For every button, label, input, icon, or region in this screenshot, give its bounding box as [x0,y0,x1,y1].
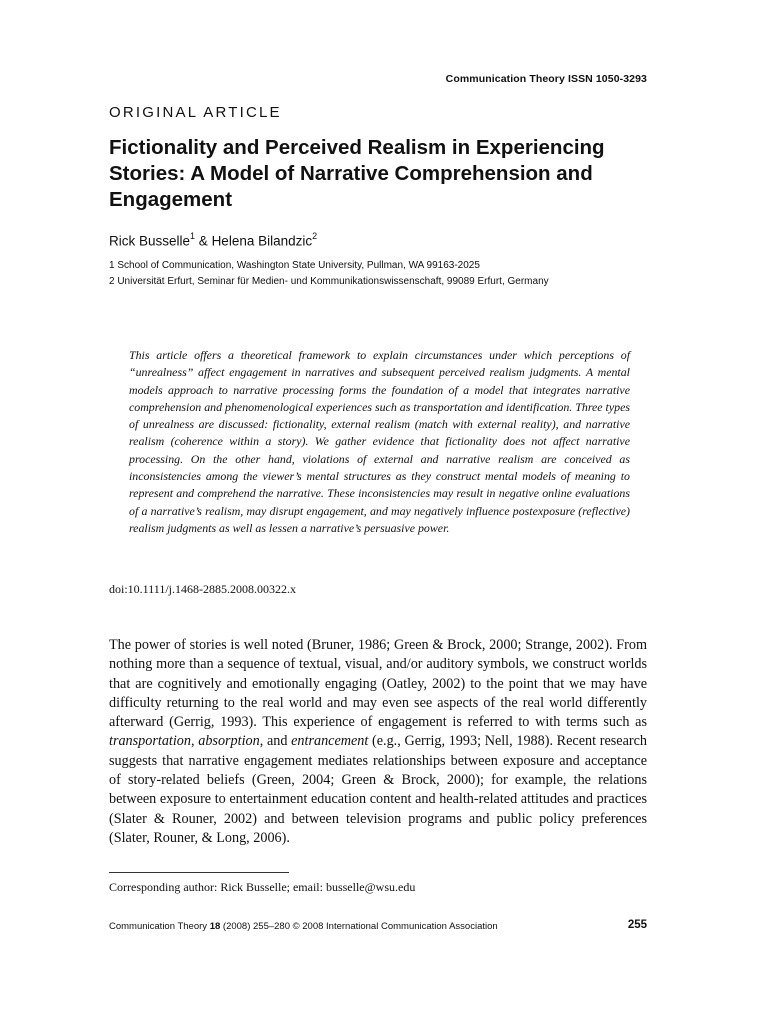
footer-volume: 18 [209,921,221,932]
page-number: 255 [627,919,647,931]
term-entrancement: entrancement [291,733,369,750]
body-text-segment: (e.g., Gerrig, 1993; Nell, 1988). Recent research suggests that narrative engagement mediates relationships between exposure and acceptance of story-related beliefs (Green, 2004; Green & Brock, 2000); for example, the relations between exposure to entertainment education content and health-related attitudes and practices (Slater & Rouner, 2002) and between television programs and public policy preferences (Slater, Rouner, & Long, 2006). [109,733,647,846]
author-name: Helena Bilandzic [211,233,313,249]
affiliations [109,258,669,289]
affiliation-line: 2 Universität Erfurt, Seminar für Medien- und Kommunikationswissenschaft, 99089 Erfurt, Germany [109,275,549,287]
term-transportation: transportation [109,733,191,750]
body-paragraph [109,636,647,848]
affiliation-line: 1 School of Communication, Washington State University, Pullman, WA 99163-2025 [109,260,480,271]
author-separator: & [195,233,212,249]
body-text-segment: , [191,733,199,750]
footer-citation: (2008) 255–280 © 2008 International Communication Association [220,921,498,932]
author-name: Rick Busselle [109,233,191,249]
author-list [109,232,317,249]
article-title: Fictionality and Perceived Realism in Experiencing Stories: A Model of Narrative Comprehension and Engagement [109,136,605,211]
author-affiliation-marker: 1 [190,231,196,241]
corresponding-author-footnote: Corresponding author: Rick Busselle; email: busselle@wsu.edu [109,880,416,894]
body-text-segment: , and [259,733,292,750]
author-affiliation-marker: 2 [312,231,318,241]
body-text-segment: The power of stories is well noted (Bruner, 1986; Green & Brock, 2000; Strange, 2002). From nothing more than a sequence of textual, visual, and/or auditory symbols, we construct worlds that are cognitively and emotionally engaging (Oatley, 2002) to the point that we may have difficulty returning to the real world and may even see aspects of the real world differently afterward (Gerrig, 1993). This experience of engagement is referred to with terms such as [109,637,647,731]
term-absorption: absorption [198,733,260,750]
article-type-label: ORIGINAL ARTICLE [109,104,282,121]
page-footer [109,921,647,932]
abstract: This article offers a theoretical framework to explain circumstances under which perceptions of “unrealness” affect engagement in narratives and subsequent perceived realism judgments. A mental models approach to narrative processing forms the foundation of a model that integrates narrative comprehension and phenomenological experiences such as transportation and identification. Three types of unrealness are discussed: fictionality, external realism (match with external reality), and narrative realism (coherence within a story). We gather evidence that fictionality does not affect narrative processing. On the other hand, violations of external and narrative realism are conceived as inconsistencies among the viewer’s mental structures as they construct mental models of meaning to represent and comprehend the narrative. These inconsistencies may result in negative online evaluations of a narrative’s realism, may disrupt engagement, and may negatively influence postexposure (reflective) realism judgments as well as lessen a narrative’s persuasive power. [129,348,630,535]
footnote-divider [109,872,289,873]
journal-issn-header: Communication Theory ISSN 1050-3293 [445,73,647,85]
footer-journal: Communication Theory [109,921,210,932]
doi: doi:10.1111/j.1468-2885.2008.00322.x [109,582,296,596]
